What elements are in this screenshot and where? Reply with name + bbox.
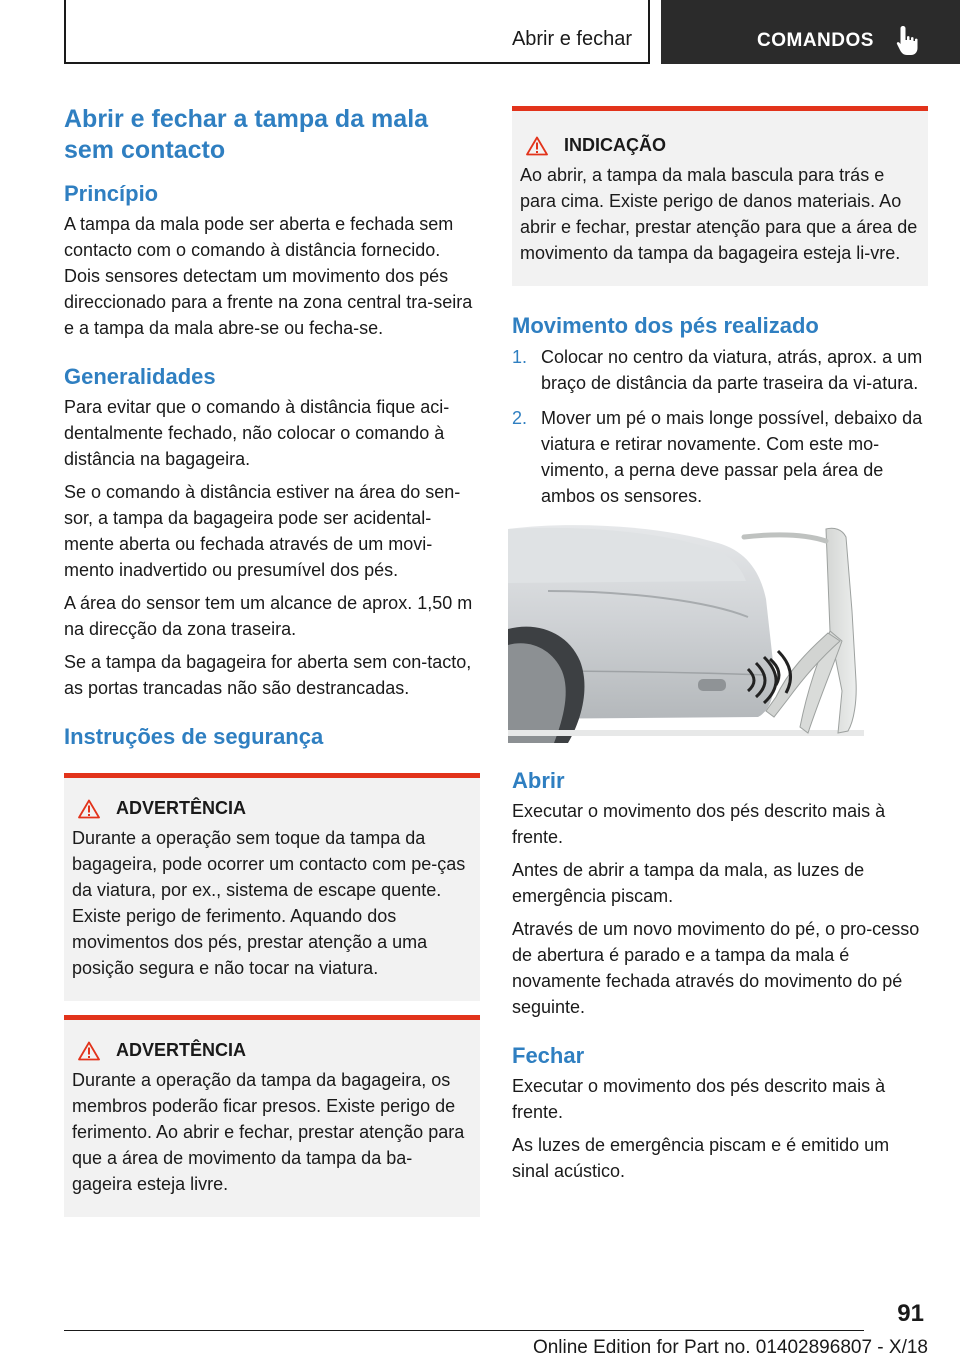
close-paragraph: As luzes de emergência piscam e é emitido um sinal acústico.	[512, 1135, 890, 1181]
heading-close: Fechar	[512, 1043, 585, 1068]
list-item	[512, 344, 928, 396]
section-tab	[64, 0, 650, 64]
note-text: Ao abrir, a tampa da mala bascula para trás e para cima. Existe perigo de danos materiais. Ao abrir e fechar, prestar atenção para que a área de movimento da tampa da bagageira esteja li-vre.	[520, 165, 918, 263]
right-column	[512, 104, 928, 1191]
heading-general: Generalidades	[64, 364, 216, 389]
general-paragraph: A área do sensor tem um alcance de aprox. 1,50 m na direcção da zona traseira.	[64, 593, 473, 639]
step-text: Mover um pé o mais longe possível, debaixo da viatura e retirar novamente. Com este mo-vimento, a perna deve passar pela área de ambos os sensores.	[541, 408, 923, 506]
warning-title: ADVERTÊNCIA	[116, 1040, 247, 1060]
warning-text: Durante a operação da tampa da bagageira, os membros poderão ficar presos. Existe perigo de ferimento. Ao abrir e fechar, prestar atenção para que a área de movimento da tampa da ba-gageira esteja livre.	[72, 1070, 465, 1194]
step-number: 1.	[512, 347, 528, 367]
page-title: Abrir e fechar a tampa da mala sem contacto	[64, 105, 429, 164]
foot-gesture-illustration	[508, 521, 864, 743]
warning-title: ADVERTÊNCIA	[116, 798, 247, 818]
car-rear-illustration	[508, 521, 864, 743]
footer-edition: Online Edition for Part no. 01402896807 - X/18	[532, 1337, 928, 1358]
section-title: Abrir e fechar	[511, 28, 632, 50]
footer-divider	[64, 1330, 864, 1331]
page-header	[0, 0, 960, 66]
page-number: 91	[897, 1300, 924, 1327]
heading-principle: Princípio	[64, 181, 159, 206]
general-paragraph: Se o comando à distância estiver na área do sen-sor, a tampa da bagageira pode ser acidental-mente aberta ou fechada através de um movi-mento inadvertido ou presumível dos pés.	[64, 482, 461, 580]
steps-list	[512, 344, 928, 509]
warning-triangle-icon	[78, 799, 100, 819]
open-paragraph: Executar o movimento dos pés descrito mais à frente.	[512, 801, 886, 847]
open-paragraph: Através de um novo movimento do pé, o pro-cesso de abertura é parado e a tampa da mala é novamente fechada através do movimento do pé seguinte.	[512, 919, 920, 1017]
heading-safety: Instruções de segurança	[64, 724, 324, 749]
close-paragraph: Executar o movimento dos pés descrito mais à frente.	[512, 1076, 886, 1122]
list-item	[512, 405, 928, 509]
warning-text: Durante a operação sem toque da tampa da bagageira, pode ocorrer um contacto com pe-ças da viatura, por ex., sistema de escape quente. Existe perigo de ferimento. Aquando dos movimentos dos pés, prestar atenção a uma posição segura e não tocar na viatura.	[72, 828, 466, 978]
open-paragraph: Antes de abrir a tampa da mala, as luzes de emergência piscam.	[512, 860, 865, 906]
note-box	[512, 106, 928, 286]
note-title: INDICAÇÃO	[564, 135, 666, 155]
heading-open: Abrir	[512, 768, 565, 793]
step-number: 2.	[512, 408, 528, 428]
chapter-tab	[661, 0, 960, 64]
general-paragraph: Se a tampa da bagageira for aberta sem con-tacto, as portas trancadas não são destrancadas.	[64, 652, 472, 698]
heading-foot-movement: Movimento dos pés realizado	[512, 313, 819, 338]
principle-text: A tampa da mala pode ser aberta e fechada sem contacto com o comando à distância fornecido. Dois sensores detectam um movimento dos pés direccionado para a frente na zona central tra-seira e a tampa da mala abre-se ou fecha-se.	[64, 214, 473, 338]
step-text: Colocar no centro da viatura, atrás, aprox. a um braço de distância da parte traseira da vi-atura.	[541, 347, 923, 393]
warning-triangle-icon	[526, 136, 548, 156]
left-column	[64, 100, 480, 1217]
warning-box	[64, 773, 480, 1001]
general-paragraph: Para evitar que o comando à distância fique aci-dentalmente fechado, não colocar o comando à distância na bagageira.	[64, 397, 450, 469]
chapter-title: COMANDOS	[757, 30, 874, 51]
warning-box	[64, 1015, 480, 1217]
warning-triangle-icon	[78, 1041, 100, 1061]
hand-pointer-icon	[895, 24, 923, 58]
